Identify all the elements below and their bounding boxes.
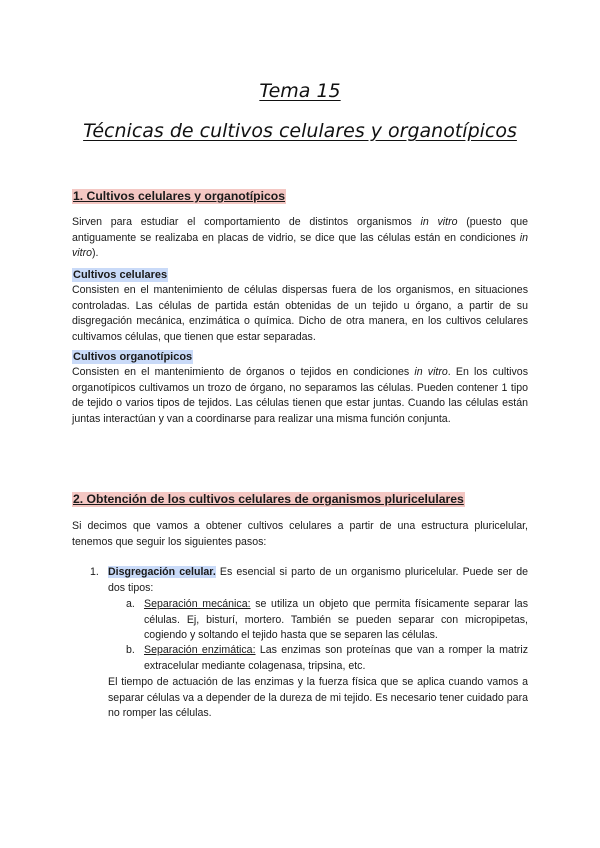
step-a-label: a. <box>126 598 135 610</box>
cultivos-organotipicos-heading: Cultivos organotípicos <box>73 351 193 363</box>
section1-intro: Sirven para estudiar el comportamiento de distintos organismos in vitro (puesto que antiguamente se realizaba en placas de vidrio, se dice que las células están en condiciones in vitro). <box>72 216 528 259</box>
section2-heading: 2. Obtención de los cultivos celulares de organismos pluricelulares <box>73 492 464 506</box>
step1-highlight: Disgregación celular. <box>108 566 216 578</box>
step1-number: 1. <box>90 566 99 578</box>
step-a-text: Separación mecánica: se utiliza un objeto que permita físicamente separar las células. Ej, bisturí, mortero. También se pueden separar con micropipetas, cogiendo y soltando el tejido hasta que se separen las células. <box>144 598 528 641</box>
cultivos-organotipicos-text: Consisten en el mantenimiento de órganos o tejidos en condiciones in vitro. En los cultivos organotípicos cultivamos un trozo de órgano, no separamos las células. Pueden contener 1 tipo de tejido o varios tipos de tejidos. Las células tienen que estar juntas. Cuando las células están juntas interactúan y van a coordinarse para realizar una misma función conjunta. <box>72 366 528 425</box>
step1-closing: El tiempo de actuación de las enzimas y la fuerza física que se aplica cuando vamos a separar células va a depender de la dureza de mi tejido. Es necesario tener cuidado para no romper las células. <box>108 676 528 719</box>
page-subtitle: Técnicas de cultivos celulares y organotípicos <box>83 120 517 142</box>
cultivos-celulares-heading: Cultivos celulares <box>73 269 168 281</box>
section2-intro: Si decimos que vamos a obtener cultivos celulares a partir de una estructura pluricelular, tenemos que seguir los siguientes pasos: <box>72 520 528 548</box>
step-b-text: Separación enzimática: Las enzimas son proteínas que van a romper la matriz extracelular mediante colagenasa, tripsina, etc. <box>144 644 528 672</box>
page-title: Tema 15 <box>259 80 341 102</box>
step-b-label: b. <box>126 644 135 656</box>
cultivos-celulares-text: Consisten en el mantenimiento de células dispersas fuera de los organismos, en situaciones controladas. Las células de partida están obtenidas de un tejido u órgano, a partir de su disgregación mecánica, enzimática o química. Dicho de otra manera, en los cultivos celulares cultivamos células, que tienen que estar separadas. <box>72 284 528 343</box>
section1-heading: 1. Cultivos celulares y organotípicos <box>73 189 285 203</box>
step1-text: Disgregación celular. Es esencial si parto de un organismo pluricelular. Puede ser de dos tipos: <box>108 566 528 594</box>
